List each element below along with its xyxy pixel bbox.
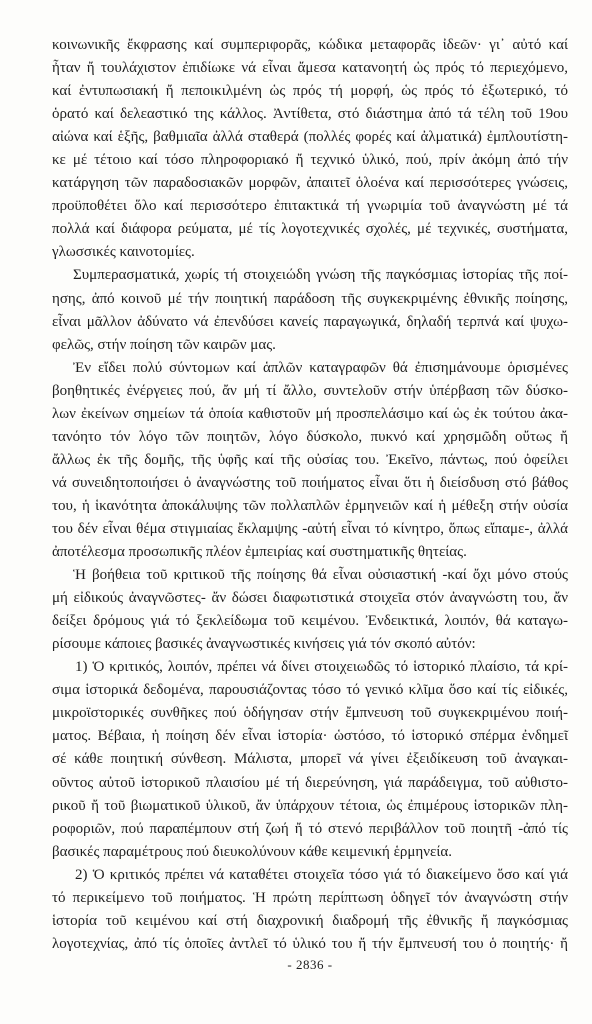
text-line: ἱστορία τοῦ κειμένου καί στή διαχρονική διαδρομή τῆς ἐθνικῆς ἤ παγκόσμιας xyxy=(52,912,568,929)
page-number: - 2836 - xyxy=(287,957,333,972)
numbered-paragraph xyxy=(52,864,568,956)
paragraph xyxy=(52,564,568,656)
paragraph xyxy=(52,264,568,356)
numbered-paragraph xyxy=(52,656,568,863)
text-line: νά συνειδητοποιήσει ὁ ἀναγνώστης τοῦ ποιήματος εἶναι ὅτι ἡ διείσδυση στό βάθος xyxy=(52,474,568,491)
text-line: τό περικείμενο τοῦ ποιήματος. Ἡ πρώτη περίπτωση ὁδηγεῖ τόν ἀναγνώστη στήν xyxy=(52,889,568,906)
text-line: του δέν εἶναι θέμα στιγμιαίας ἔκλαμψης -αὐτή εἶναι τό κίνητρο, ὅπως εἴπαμε-, ἀλλά xyxy=(52,520,568,537)
text-line: κοινωνικῆς ἔκφρασης καί συμπεριφορᾶς, κώδικα μεταφορᾶς ἰδεῶν· γι᾽ αὐτό καί xyxy=(52,37,568,53)
text-line: μικροϊστορικές συνθῆκες πού ὁδήγησαν στήν ἔμπνευση τοῦ συγκεκριμένου ποιή- xyxy=(52,705,568,722)
text-line: γλωσσικές καινοτομίες. xyxy=(52,244,195,261)
text-line: λων ἐκείνων σημείων τά ὁποία καθιστοῦν μή προσπελάσιμο καί ὡς ἐκ τούτου ἀκα- xyxy=(52,405,568,422)
text-line: κε μέ τέτοιο καί τόσο πληροφοριακό ἤ τεχνικό ὑλικό, πού, πρίν ἀκόμη ἀπό τήν xyxy=(52,152,568,169)
paragraph xyxy=(52,357,568,564)
text-line: αἰώνα καί ἑξῆς, βαθμιαῖα ἀλλά σταθερά (πολλές φορές καί ἀλματικά) ἐμπλουτίστη- xyxy=(52,129,568,146)
text-line: καί ἐντυπωσιακή ἤ πεποικιλμένη ὡς πρός τή μορφή, ὡς πρός τό ἐξωτερικό, τό xyxy=(52,83,568,100)
text-line: ὁρατό καί δελεαστικό της κάλλος. Ἀντίθετα, στό διάστημα ἀπό τά τέλη τοῦ 19ου xyxy=(52,106,568,123)
text-line: ρικοῦ ἤ τοῦ βιωματικοῦ ὑλικοῦ, ἄν ὑπάρχουν τέτοια, ὡς ἐπιμέρους ἱστορικῶν πλη- xyxy=(52,797,568,814)
text-line: ησης, ἀπό κοινοῦ μέ τήν ποιητική παράδοση τῆς συγκεκριμένης ἐθνικῆς ποίησης, xyxy=(52,290,568,307)
text-line: κατάργηση τῶν παραδοσιακῶν μορφῶν, ἀπαιτεῖ ὁλοένα καί περισσότερες γνώσεις, xyxy=(52,175,568,192)
paragraph xyxy=(52,34,568,264)
text-line: Ἐν εἴδει πολύ σύντομων καί ἁπλῶν καταγραφῶν θά ἐπισημάνουμε ὁρισμένες xyxy=(73,359,568,376)
text-line: τανόητο τόν λόγο τῶν ποιητῶν, λόγο δύσκολο, πυκνό καί χρησμῶδη οὔτως ἤ xyxy=(52,428,568,445)
text-line: φελῶς, στήν ποίηση τῶν καιρῶν μας. xyxy=(52,336,276,353)
text-line: 1) Ὁ κριτικός, λοιπόν, πρέπει νά δίνει στοιχειωδῶς τό ἱστορικό πλαίσιο, τά κρί- xyxy=(75,659,568,676)
text-line: ρίσουμε κάποιες βασικές ἀναγνωστικές κινήσεις γιά τόν σκοπό αὐτόν: xyxy=(52,636,476,653)
text-line: μή εἰδικούς ἀναγνῶστες- ἄν δώσει διαφωτιστικά στοιχεῖα στόν ἀναγνώστη του, ἄν xyxy=(52,590,568,607)
text-line: ἄλλως ἐκ τῆς δομῆς, τῆς ὑφῆς καί τῆς οὐσίας του. Ἐκεῖνο, πάντως, πού ὀφείλει xyxy=(52,451,568,468)
text-line: οῦντος αὐτοῦ ἱστορικοῦ πλαισίου μέ τή διερεύνηση, γιά παράδειγμα, τοῦ αὐθιστο- xyxy=(52,774,568,791)
text-line: ἀποτέλεσμα προσωπικῆς πλέον ἐμπειρίας καί συστηματικῆς θητείας. xyxy=(52,544,467,561)
text-line: του, ἡ ἱκανότητα ἀποκάλυψης τῶν πολλαπλῶν ἑρμηνειῶν καί ἡ μέθεξη στήν οὐσία xyxy=(52,497,568,514)
page-body xyxy=(52,34,568,956)
text-line: πολλά καί διάφορα ρεύματα, μέ τίς λογοτεχνικές σχολές, μέ τεχνικές, συστήματα, xyxy=(52,221,568,238)
text-line: εἶναι μᾶλλον ἀδύνατο νά ἐπενδύσει κανείς παραγωγικά, δηλαδή τερπνά καί ψυχω- xyxy=(52,313,568,330)
text-line: βασικές παραμέτρους πού διευκολύνουν κάθε κειμενική ἑρμηνεία. xyxy=(52,843,453,860)
text-line: ματος. Βέβαια, ἡ ποίηση δέν εἶναι ἱστορία· ὡστόσο, τό ἱστορικό σπέρμα ἐνδημεῖ xyxy=(52,728,568,745)
text-line: 2) Ὁ κριτικός πρέπει νά καταθέτει στοιχεῖα τόσο γιά τό διακείμενο ὅσο καί γιά xyxy=(75,866,568,883)
text-line: Συμπερασματικά, χωρίς τή στοιχειώδη γνώση τῆς παγκόσμιας ἱστορίας τῆς ποί- xyxy=(73,267,568,284)
text-line: σέ κάθε ποιητική σύνθεση. Μάλιστα, μπορεῖ νά γίνει ἐξειδίκευση τοῦ ἀναγκαι- xyxy=(52,751,568,768)
text-line: προϋποθέτει ὅλο καί περισσότερο ἐπιτακτικά τή γνωριμία τοῦ ἀναγνώστη μέ τά xyxy=(52,198,568,215)
text-line: δείξει δρόμους γιά τό ξεκλείδωμα τοῦ κειμένου. Ἐνδεικτικά, λοιπόν, θά καταγω- xyxy=(52,613,568,630)
text-line: σιμα ἱστορικά δεδομένα, παρουσιάζοντας τόσο τό γενικό κλῖμα ὅσο καί τίς εἰδικές, xyxy=(52,682,568,699)
text-line: βοηθητικές ἐνέργειες πού, ἄν μή τί ἄλλο, συντελοῦν στήν ὑπέρβαση τῶν δύσκο- xyxy=(52,382,568,399)
text-line: ἦταν ἤ τουλάχιστον ἐπιδίωκε νά εἶναι ἄμεσα κατανοητή ὡς πρός τό περιεχόμενο, xyxy=(52,60,568,77)
text-line: λογοτεχνίας, ἀπό τίς ὁποῖες ἀντλεῖ τό ὑλικό του ἤ τήν ἔμπνευσή του ὁ ποιητής· ἤ xyxy=(52,935,568,952)
text-line: ροφοριῶν, πού παραπέμπουν στή ζωή ἤ τό στενό περιβάλλον τοῦ ποιητῆ -ἀπό τίς xyxy=(52,820,568,837)
text-line: Ἡ βοήθεια τοῦ κριτικοῦ τῆς ποίησης θά εἶναι οὐσιαστική -καί ὄχι μόνο στούς xyxy=(73,567,568,584)
